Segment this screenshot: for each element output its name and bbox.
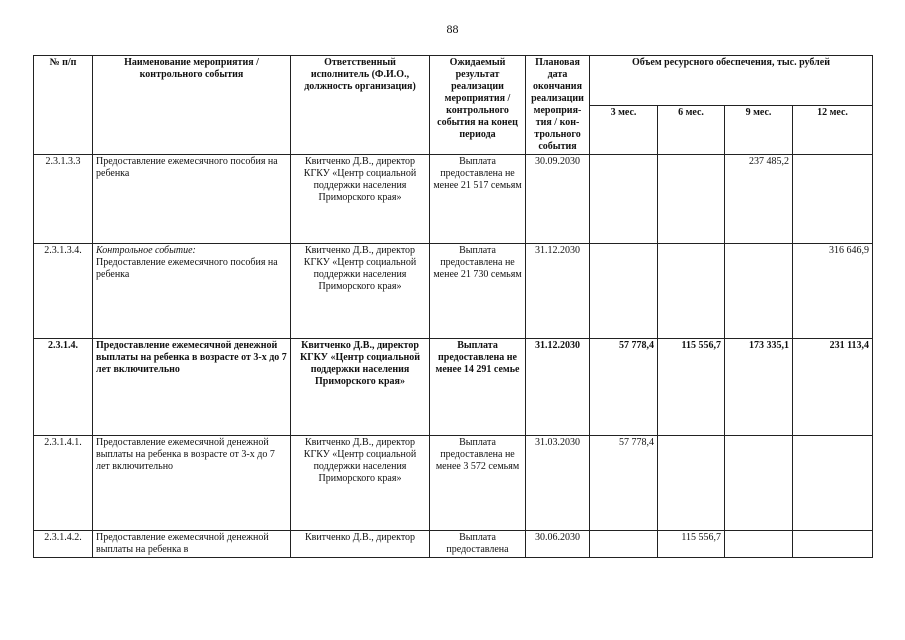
row-3m — [590, 244, 658, 339]
header-resources: Объем ресурсного обеспечения, тыс. рублей — [590, 56, 873, 106]
row-name-text: Предоставление ежемесячной денежной выплаты на ребенка в возрасте от 3-х до 7 лет включительно — [96, 340, 287, 375]
row-name-text: Предоставление ежемесячной денежной выплаты на ребенка в возрасте от 3-х до 7 лет включительно — [96, 437, 275, 472]
row-6m — [658, 155, 725, 244]
header-9m: 9 мес. — [725, 105, 793, 155]
row-no: 2.3.1.4.1. — [34, 436, 93, 531]
row-result: Выплата предоставлена не менее 21 517 семьям — [430, 155, 526, 244]
row-name-text: Предоставление ежемесячного пособия на ребенка — [96, 257, 278, 280]
row-name — [93, 531, 291, 558]
row-date: 31.12.2030 — [526, 339, 590, 436]
row-9m — [725, 244, 793, 339]
row-6m: 115 556,7 — [658, 531, 725, 558]
row-result: Выплата предоставлена не менее 21 730 семьям — [430, 244, 526, 339]
header-6m: 6 мес. — [658, 105, 725, 155]
row-date: 31.03.2030 — [526, 436, 590, 531]
row-no: 2.3.1.3.3 — [34, 155, 93, 244]
row-no: 2.3.1.4.2. — [34, 531, 93, 558]
row-date: 30.09.2030 — [526, 155, 590, 244]
header-12m: 12 мес. — [793, 105, 873, 155]
row-no: 2.3.1.4. — [34, 339, 93, 436]
row-6m — [658, 436, 725, 531]
row-result: Выплата предоставлена — [430, 531, 526, 558]
header-3m: 3 мес. — [590, 105, 658, 155]
row-date: 30.06.2030 — [526, 531, 590, 558]
row-6m: 115 556,7 — [658, 339, 725, 436]
row-3m — [590, 531, 658, 558]
row-3m: 57 778,4 — [590, 339, 658, 436]
row-12m: 231 113,4 — [793, 339, 873, 436]
row-9m — [725, 531, 793, 558]
row-responsible: Квитченко Д.В., директор КГКУ «Центр социальной поддержки населения Приморского края» — [291, 339, 430, 436]
row-no: 2.3.1.3.4. — [34, 244, 93, 339]
row-6m — [658, 244, 725, 339]
row-name — [93, 339, 291, 436]
row-result: Выплата предоставлена не менее 14 291 семье — [430, 339, 526, 436]
row-result: Выплата предоставлена не менее 3 572 семьям — [430, 436, 526, 531]
page-number: 88 — [446, 22, 459, 36]
control-event-label: Контрольное событие: — [96, 245, 196, 256]
row-9m — [725, 436, 793, 531]
row-responsible: Квитченко Д.В., директор — [291, 531, 430, 558]
header-name: Наименование мероприятия / контрольного события — [93, 56, 291, 155]
row-responsible: Квитченко Д.В., директор КГКУ «Центр социальной поддержки населения Приморского края» — [291, 436, 430, 531]
table-row — [34, 244, 873, 339]
table-row — [34, 339, 873, 436]
row-12m: 316 646,9 — [793, 244, 873, 339]
row-3m: 57 778,4 — [590, 436, 658, 531]
row-name — [93, 436, 291, 531]
table-row — [34, 436, 873, 531]
header-responsible: Ответственный исполнитель (Ф.И.О., должность организация) — [291, 56, 430, 155]
row-9m: 237 485,2 — [725, 155, 793, 244]
row-name-text: Предоставление ежемесячного пособия на ребенка — [96, 156, 278, 179]
row-date: 31.12.2030 — [526, 244, 590, 339]
row-12m — [793, 531, 873, 558]
row-3m — [590, 155, 658, 244]
row-12m — [793, 155, 873, 244]
row-responsible: Квитченко Д.В., директор КГКУ «Центр социальной поддержки населения Приморского края» — [291, 155, 430, 244]
row-name-text: Предоставление ежемесячной денежной выплаты на ребенка в — [96, 532, 269, 555]
table-row — [34, 155, 873, 244]
header-no: № п/п — [34, 56, 93, 155]
row-9m: 173 335,1 — [725, 339, 793, 436]
row-name — [93, 155, 291, 244]
header-row — [34, 56, 873, 106]
row-12m — [793, 436, 873, 531]
header-result: Ожидаемый результат реализации мероприятия / контрольного события на конец периода — [430, 56, 526, 155]
row-responsible: Квитченко Д.В., директор КГКУ «Центр социальной поддержки населения Приморского края» — [291, 244, 430, 339]
plan-table — [33, 55, 873, 558]
header-date: Плановая дата окончания реализации мероприя-тия / кон-трольного события — [526, 56, 590, 155]
table-row — [34, 531, 873, 558]
row-name — [93, 244, 291, 339]
